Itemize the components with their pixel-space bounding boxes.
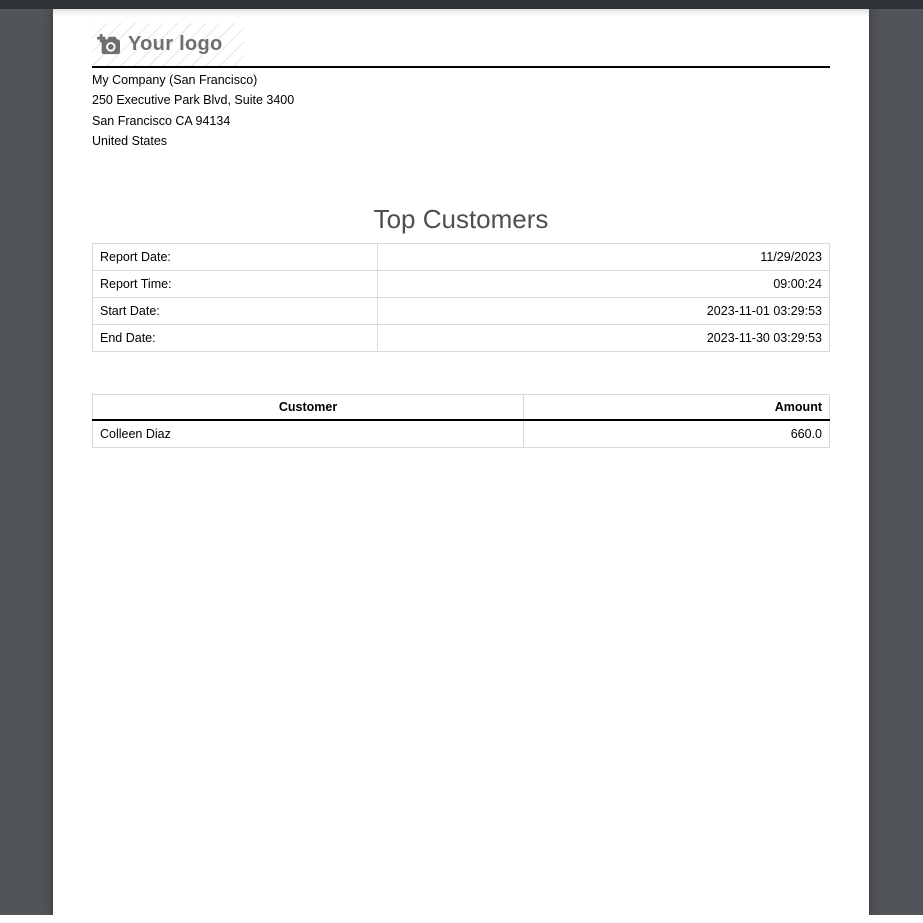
bottom-strip [0, 915, 923, 923]
meta-label: Start Date: [93, 298, 378, 325]
column-header-amount: Amount [524, 395, 830, 420]
report-title: Top Customers [373, 204, 549, 235]
company-city: San Francisco CA 94134 [92, 113, 231, 128]
company-country: United States [92, 133, 168, 148]
company-logo-placeholder [92, 23, 244, 66]
column-header-customer: Customer [93, 395, 524, 420]
meta-label: End Date: [93, 325, 378, 352]
camera-plus-icon [97, 34, 121, 56]
meta-row-report-date [93, 244, 830, 271]
meta-value: 2023-11-01 03:29:53 [378, 298, 830, 325]
amount-cell: 660.0 [524, 420, 830, 448]
report-page [53, 9, 869, 915]
customers-table-header-row [93, 395, 830, 420]
viewer-top-bar [0, 0, 923, 9]
customer-name-cell: Colleen Diaz [93, 420, 524, 448]
meta-value: 11/29/2023 [378, 244, 830, 271]
table-row [93, 420, 830, 448]
meta-row-report-time [93, 271, 830, 298]
meta-label: Report Time: [93, 271, 378, 298]
company-name: My Company (San Francisco) [92, 73, 258, 87]
meta-row-start-date [93, 298, 830, 325]
report-header [92, 23, 830, 68]
company-street: 250 Executive Park Blvd, Suite 3400 [92, 93, 295, 108]
logo-label: Your logo [128, 33, 223, 55]
meta-value: 2023-11-30 03:29:53 [378, 325, 830, 352]
meta-row-end-date [93, 325, 830, 352]
report-meta-table [92, 243, 830, 352]
company-address-block [92, 70, 830, 151]
meta-label: Report Date: [93, 244, 378, 271]
meta-value: 09:00:24 [378, 271, 830, 298]
customers-table [92, 394, 830, 448]
